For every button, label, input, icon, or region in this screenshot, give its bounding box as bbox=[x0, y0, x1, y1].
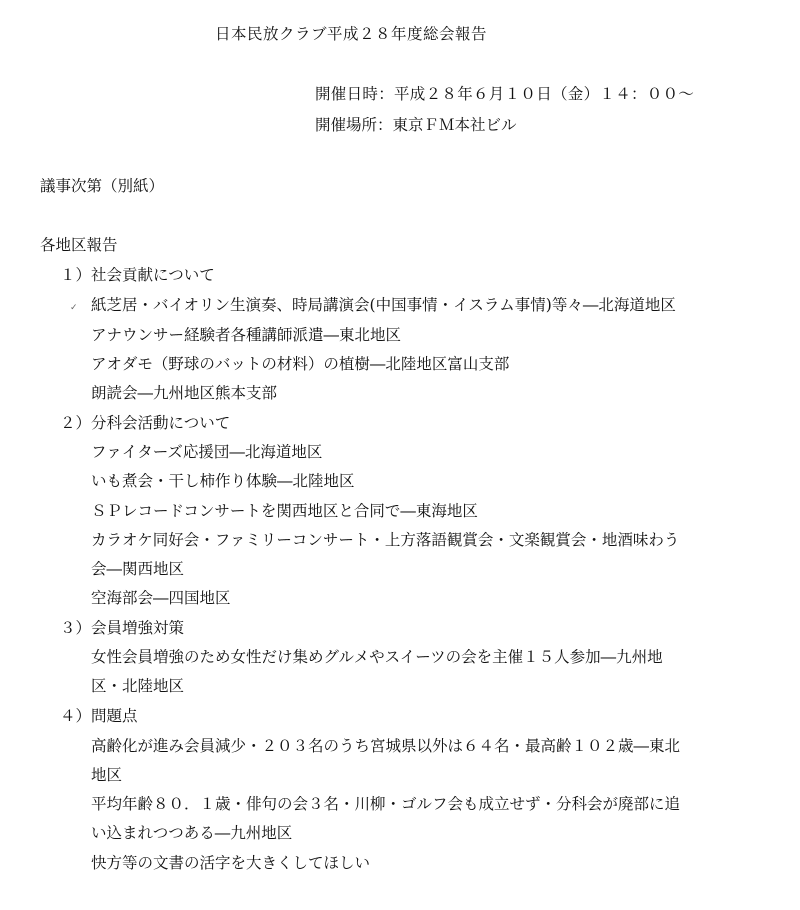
regional-reports-heading: 各地区報告 bbox=[40, 236, 118, 254]
section-2-line-5: 会―関西地区 bbox=[91, 560, 185, 578]
section-3-heading: ３）会員増強対策 bbox=[60, 619, 185, 637]
section-2-line-4: カラオケ同好会・ファミリーコンサート・上方落語観賞会・文楽観賞会・地酒味わう bbox=[91, 531, 680, 549]
section-1-line-4: 朗読会―九州地区熊本支部 bbox=[91, 384, 278, 402]
section-2-heading: ２）分科会活動について bbox=[60, 414, 231, 432]
section-2-line-2: いも煮会・干し柿作り体験―北陸地区 bbox=[91, 472, 355, 490]
section-1-heading: １）社会貢献について bbox=[60, 266, 215, 284]
meeting-place: 開催場所：東京ＦＭ本社ビル bbox=[315, 116, 517, 134]
section-2-line-6: 空海部会―四国地区 bbox=[91, 589, 231, 607]
section-2-line-1: ファイターズ応援団―北海道地区 bbox=[91, 443, 323, 461]
meeting-date: 開催日時：平成２８年６月１０日（金）１４：００～ bbox=[315, 85, 695, 103]
section-4-line-1: 高齢化が進み会員減少・２０３名のうち宮城県以外は６４名・最高齢１０２歳―東北 bbox=[91, 737, 681, 755]
agenda-line: 議事次第（別紙） bbox=[40, 177, 165, 195]
section-4-line-3: 平均年齢８０．１歳・俳句の会３名・川柳・ゴルフ会も成立せず・分科会が廃部に追 bbox=[91, 795, 681, 813]
section-4-line-4: い込まれつつある―九州地区 bbox=[91, 824, 293, 842]
section-4-line-2: 地区 bbox=[91, 766, 123, 784]
section-1-line-2: アナウンサー経験者各種講師派遣―東北地区 bbox=[91, 326, 402, 344]
section-3-line-1: 女性会員増強のため女性だけ集めグルメやスイーツの会を主催１５人参加―九州地 bbox=[91, 648, 663, 666]
section-1-line-3: アオダモ（野球のバットの材料）の植樹―北陸地区富山支部 bbox=[91, 355, 510, 373]
section-4-heading: ４）問題点 bbox=[60, 707, 138, 725]
document-title: 日本民放クラブ平成２８年度総会報告 bbox=[215, 25, 488, 43]
section-3-line-2: 区・北陸地区 bbox=[91, 677, 185, 695]
scan-mark: ✓ bbox=[70, 303, 78, 313]
section-2-line-3: ＳＰレコードコンサートを関西地区と合同で―東海地区 bbox=[91, 502, 478, 520]
section-1-line-1: 紙芝居・バイオリン生演奏、時局講演会(中国事情・イスラム事情)等々―北海道地区 bbox=[91, 296, 676, 314]
section-4-line-5: 快方等の文書の活字を大きくしてほしい bbox=[91, 854, 371, 872]
